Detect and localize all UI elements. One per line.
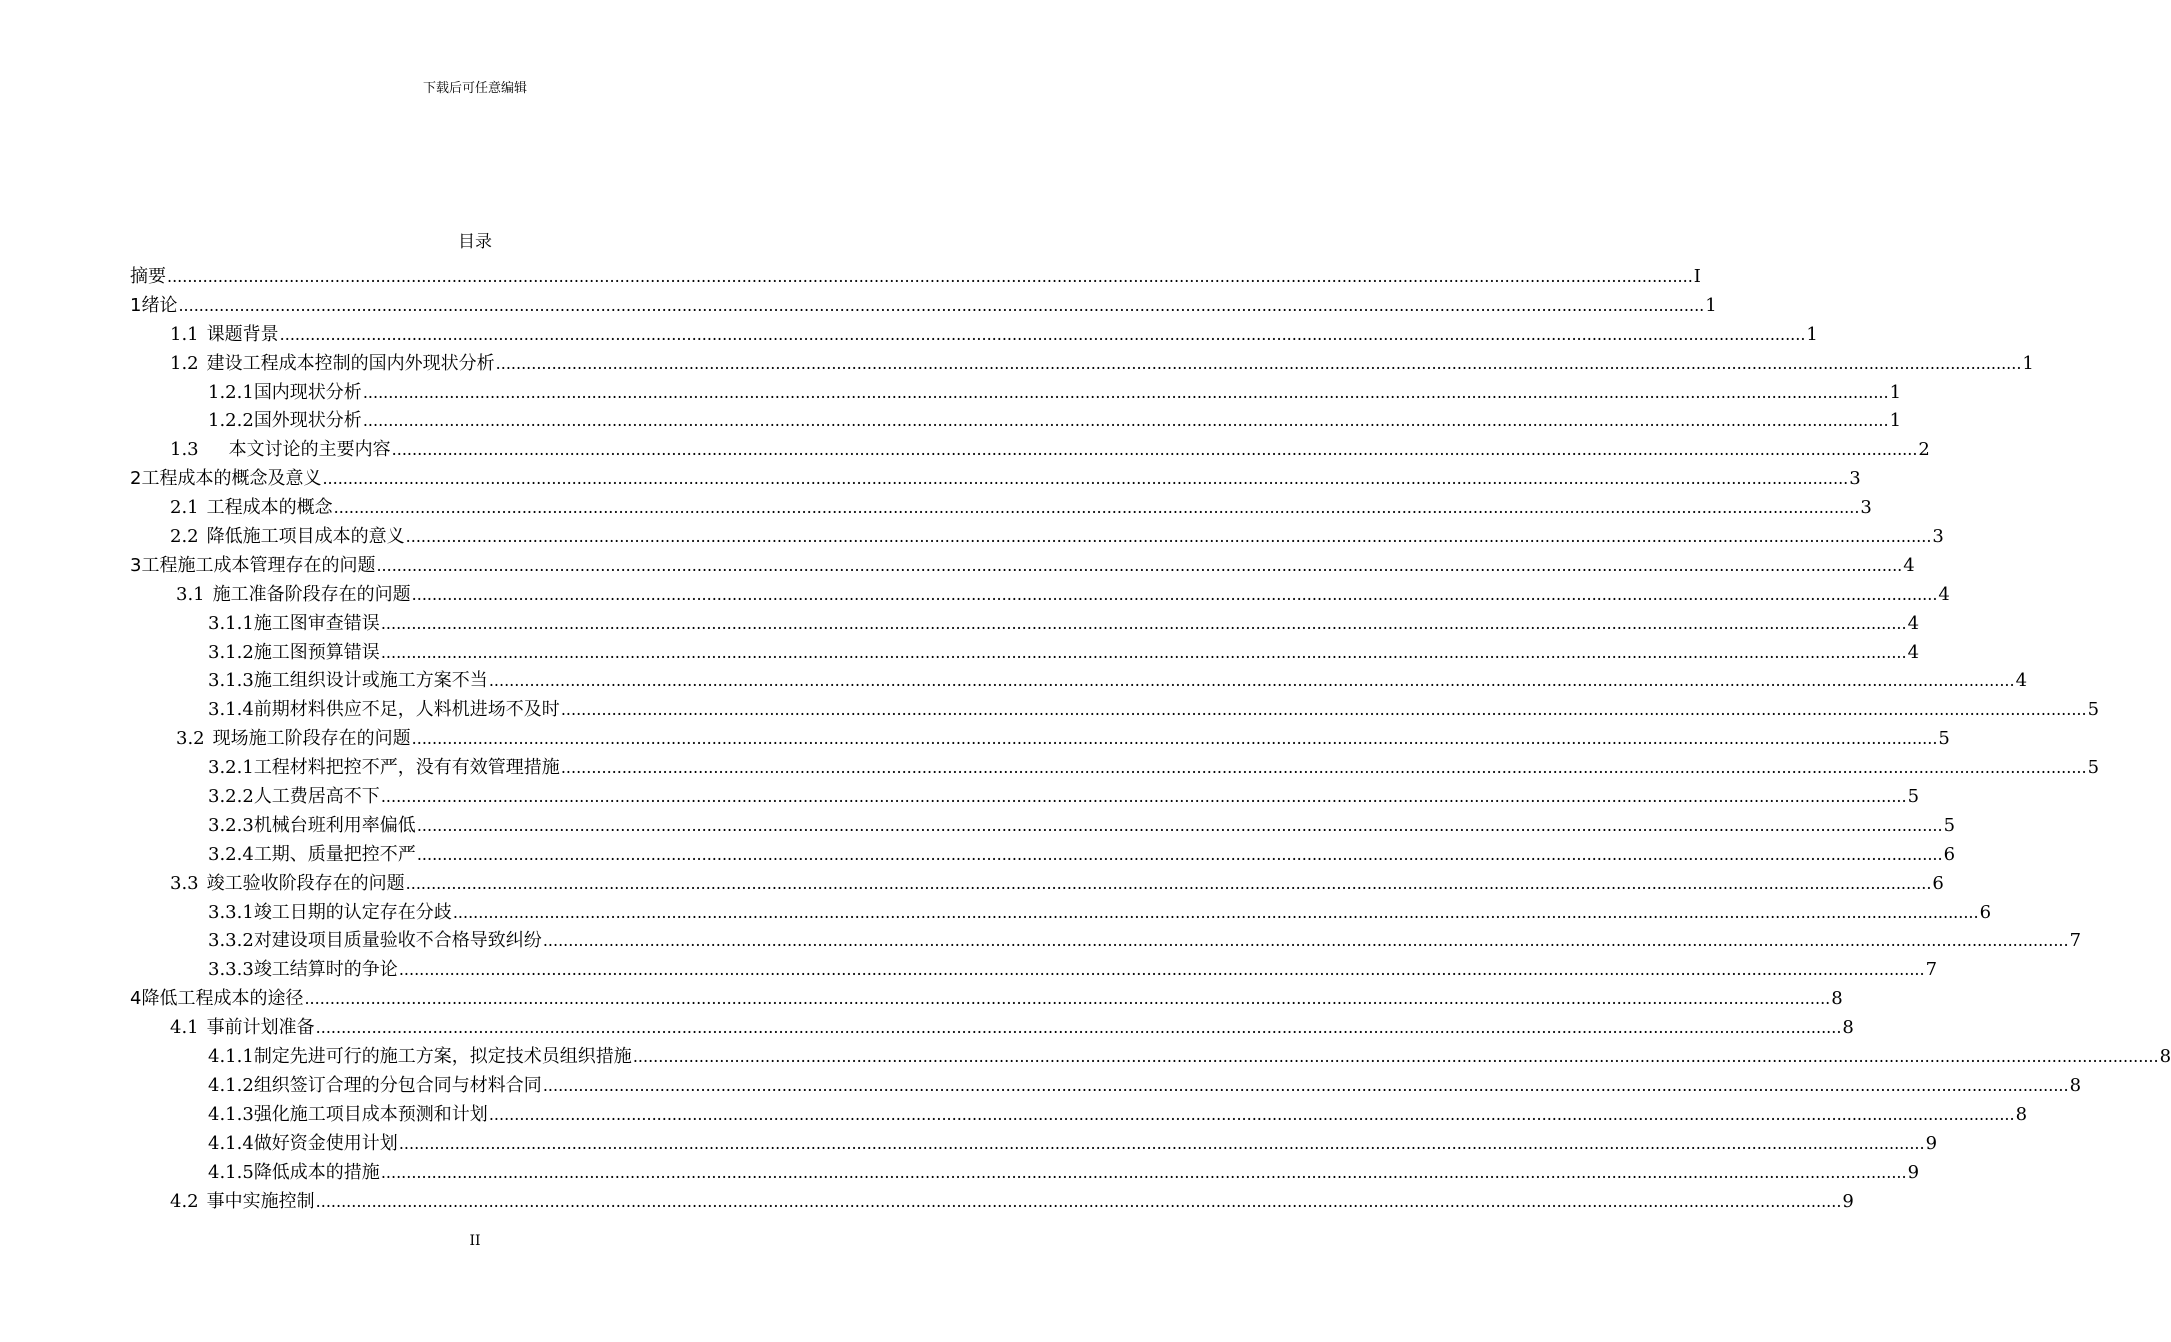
toc-entry[interactable]	[130, 292, 1717, 321]
toc-entry-number: 1.1	[170, 323, 199, 345]
toc-entry-label: 对建设项目质量验收不合格导致纠纷	[253, 930, 542, 952]
toc-entry-page: 6	[1979, 901, 1992, 923]
toc-entry[interactable]	[130, 263, 1701, 292]
toc-entry-number: 1.2.1	[208, 381, 254, 403]
toc-entry[interactable]	[130, 1130, 1938, 1159]
toc-entry-page: 1	[1889, 410, 1902, 432]
toc-entry-page: I	[1693, 266, 1701, 287]
toc-leader-dots: ............................................................................................................................................................................................................................................................................................................	[380, 787, 1907, 807]
toc-entry-page: 4	[2015, 670, 2028, 692]
toc-entry-page: 5	[2087, 699, 2100, 721]
toc-leader-dots: ............................................................................................................................................................................................................................................................................................................	[362, 382, 1889, 402]
toc-entry-label: 做好资金使用计划	[253, 1132, 398, 1154]
toc-entry-page: 8	[2069, 1074, 2082, 1096]
toc-entry-label: 强化施工项目成本预测和计划	[253, 1103, 488, 1125]
toc-entry[interactable]	[130, 552, 1915, 581]
toc-entry-page: 9	[1925, 1132, 1938, 1154]
toc-entry[interactable]	[130, 841, 1956, 870]
toc-leader-dots: ............................................................................................................................................................................................................................................................................................................	[405, 527, 1932, 547]
toc-entry-number: 4.2	[170, 1190, 199, 1212]
toc-entry-number: 3.2.1	[208, 757, 254, 779]
toc-entry-page: 1	[2022, 352, 2034, 374]
toc-entry[interactable]	[130, 610, 1920, 639]
toc-entry-page: 5	[2087, 757, 2100, 779]
toc-entry-page: 3	[1849, 468, 1861, 490]
toc-entry-number: 3.3	[170, 872, 199, 894]
toc-entry-number: 3.3.2	[208, 930, 254, 952]
toc-entry-number: 4.1.2	[208, 1074, 254, 1096]
toc-entry-label: 课题背景	[206, 323, 279, 345]
toc-entry-label: 机械台班利用率偏低	[253, 814, 416, 836]
toc-entry-label: 事中实施控制	[206, 1190, 315, 1212]
toc-leader-dots: ............................................................................................................................................................................................................................................................................................................	[488, 671, 2015, 691]
toc-entry-number: 4.1.3	[208, 1103, 254, 1125]
toc-entry-label: 事前计划准备	[206, 1017, 315, 1039]
toc-entry[interactable]	[130, 639, 1920, 668]
toc-entry-number: 1	[130, 294, 142, 316]
toc-leader-dots: ............................................................................................................................................................................................................................................................................................................	[560, 758, 2087, 778]
toc-entry[interactable]	[130, 379, 1902, 408]
toc-entry-page: 7	[2069, 930, 2082, 952]
toc-entry-number: 1.2	[170, 352, 199, 374]
toc-leader-dots: ............................................................................................................................................................................................................................................................................................................	[304, 989, 1831, 1009]
toc-entry[interactable]	[130, 407, 1902, 436]
toc-entry-number: 3.2	[176, 728, 205, 750]
toc-entry-number: 3.1	[176, 583, 205, 605]
toc-entry-number: 4.1.1	[208, 1046, 254, 1068]
toc-entry-label: 现场施工阶段存在的问题	[212, 728, 411, 750]
toc-entry-number: 3.1.2	[208, 641, 254, 663]
toc-entry-page: 4	[1903, 554, 1915, 576]
toc-leader-dots: ............................................................................................................................................................................................................................................................................................................	[380, 613, 1907, 633]
toc-entry-number: 4	[130, 988, 142, 1010]
toc-entry-label: 人工费居高不下	[253, 786, 380, 808]
toc-entry[interactable]	[130, 812, 1956, 841]
toc-leader-dots: ............................................................................................................................................................................................................................................................................................................	[416, 815, 1943, 835]
toc-entry-label: 工期、质量把控不严	[253, 843, 416, 865]
toc-leader-dots: ............................................................................................................................................................................................................................................................................................................	[452, 902, 1979, 922]
toc-entry[interactable]	[130, 754, 2100, 783]
toc-entry-label: 工程成本的概念及意义	[141, 468, 322, 490]
toc-leader-dots: ............................................................................................................................................................................................................................................................................................................	[279, 324, 1806, 344]
toc-entry-label: 建设工程成本控制的国内外现状分析	[206, 352, 495, 374]
toc-entry[interactable]	[130, 350, 2034, 379]
toc-entry-page: 9	[1842, 1190, 1854, 1212]
toc-leader-dots: ............................................................................................................................................................................................................................................................................................................	[322, 469, 1849, 489]
toc-entry-label: 施工图预算错误	[253, 641, 380, 663]
toc-entry-page: 6	[1932, 872, 1944, 894]
toc-entry-label: 施工图审查错误	[253, 612, 380, 634]
toc-leader-dots: ............................................................................................................................................................................................................................................................................................................	[405, 873, 1932, 893]
toc-entry[interactable]	[130, 870, 1944, 899]
toc-leader-dots: ............................................................................................................................................................................................................................................................................................................	[315, 1191, 1842, 1211]
toc-entry-page: 2	[1918, 439, 1930, 461]
toc-leader-dots: ............................................................................................................................................................................................................................................................................................................	[380, 642, 1907, 662]
toc-leader-dots: ............................................................................................................................................................................................................................................................................................................	[542, 931, 2069, 951]
toc-entry-label: 制定先进可行的施工方案，拟定技术员组织措施	[253, 1046, 632, 1068]
toc-entry-page: 1	[1806, 323, 1818, 345]
toc-entry-page: 1	[1705, 294, 1717, 316]
toc-leader-dots: ............................................................................................................................................................................................................................................................................................................	[167, 267, 1693, 286]
toc-entry[interactable]	[130, 1072, 2082, 1101]
toc-entry-number: 3.3.3	[208, 959, 254, 981]
toc-entry[interactable]	[130, 1101, 2028, 1130]
toc-entry[interactable]	[130, 783, 1920, 812]
toc-entry-number: 1.2.2	[208, 410, 254, 432]
toc-entry-page: 9	[1907, 1161, 1920, 1183]
toc-entry-label: 工程施工成本管理存在的问题	[141, 554, 376, 576]
toc-entry-page: 8	[2159, 1046, 2171, 1068]
toc-entry-label: 国外现状分析	[253, 410, 362, 432]
toc-entry-page: 5	[1943, 814, 1956, 836]
toc-leader-dots: ............................................................................................................................................................................................................................................................................................................	[488, 1104, 2015, 1124]
toc-entry-number: 3.2.2	[208, 786, 254, 808]
toc-entry-label: 摘要	[130, 266, 166, 287]
toc-entry[interactable]	[130, 523, 1944, 552]
toc-entry-label: 竣工日期的认定存在分歧	[253, 901, 452, 923]
toc-entry[interactable]	[130, 725, 1950, 754]
toc-entry-label: 施工组织设计或施工方案不当	[253, 670, 488, 692]
toc-entry-page: 5	[1938, 728, 1950, 750]
toc-entry[interactable]	[130, 1043, 2171, 1072]
toc-entry-number: 2.1	[170, 497, 199, 519]
toc-leader-dots: ............................................................................................................................................................................................................................................................................................................	[398, 960, 1925, 980]
toc-entry-label: 国内现状分析	[253, 381, 362, 403]
toc-entry-number: 4.1	[170, 1017, 199, 1039]
toc-entry[interactable]	[130, 321, 1818, 350]
toc-leader-dots: ............................................................................................................................................................................................................................................................................................................	[495, 353, 2022, 373]
toc-entry-page: 8	[1831, 988, 1843, 1010]
toc-leader-dots: ............................................................................................................................................................................................................................................................................................................	[376, 555, 1903, 575]
toc-entry-label: 竣工验收阶段存在的问题	[206, 872, 405, 894]
toc-entry-page: 6	[1943, 843, 1956, 865]
toc-entry-page: 7	[1925, 959, 1938, 981]
toc-entry-number: 3.1.4	[208, 699, 254, 721]
toc-entry[interactable]	[130, 494, 1872, 523]
toc-entry-number: 2	[130, 468, 142, 490]
toc-entry-label: 本文讨论的主要内容	[228, 439, 391, 461]
toc-leader-dots: ............................................................................................................................................................................................................................................................................................................	[416, 844, 1943, 864]
toc-entry[interactable]	[130, 927, 2082, 956]
toc-entry[interactable]	[130, 956, 1938, 985]
toc-entry[interactable]	[130, 465, 1861, 494]
toc-title: 目录	[458, 232, 492, 252]
toc-leader-dots: ............................................................................................................................................................................................................................................................................................................	[411, 584, 1938, 604]
toc-entry-label: 工程成本的概念	[206, 497, 333, 519]
toc-entry-number: 2.2	[170, 526, 199, 548]
toc-entry[interactable]	[130, 985, 1843, 1014]
toc-entry-number: 1.3	[170, 439, 199, 461]
toc-entry-label: 工程材料把控不严，没有有效管理措施	[253, 757, 560, 779]
toc-entry-label: 降低成本的措施	[253, 1161, 380, 1183]
toc-entry-page: 3	[1932, 526, 1944, 548]
toc-leader-dots: ............................................................................................................................................................................................................................................................................................................	[315, 1018, 1842, 1038]
toc-entry-label: 绪论	[141, 294, 178, 316]
toc-entry-page: 4	[1938, 583, 1950, 605]
toc-entry[interactable]	[130, 1188, 1854, 1217]
toc-entry-number: 4.1.5	[208, 1161, 254, 1183]
toc-leader-dots: ............................................................................................................................................................................................................................................................................................................	[380, 1162, 1907, 1182]
toc-leader-dots: ............................................................................................................................................................................................................................................................................................................	[178, 295, 1705, 315]
toc-entry-label: 组织签订合理的分包合同与材料合同	[253, 1074, 542, 1096]
toc-entry-page: 3	[1860, 497, 1872, 519]
toc-entry-number: 3.1.1	[208, 612, 254, 634]
table-of-contents	[130, 263, 2171, 1216]
toc-entry-label: 前期材料供应不足，人料机进场不及时	[253, 699, 560, 721]
toc-entry-number: 3.2.4	[208, 843, 254, 865]
toc-entry[interactable]	[130, 1159, 1920, 1188]
toc-leader-dots: ............................................................................................................................................................................................................................................................................................................	[542, 1075, 2069, 1095]
toc-leader-dots: ............................................................................................................................................................................................................................................................................................................	[632, 1047, 2159, 1067]
toc-entry-label: 施工准备阶段存在的问题	[212, 583, 411, 605]
toc-entry-number: 3	[130, 554, 142, 576]
toc-leader-dots: ............................................................................................................................................................................................................................................................................................................	[333, 498, 1860, 518]
toc-entry[interactable]	[130, 1014, 1854, 1043]
toc-entry-number: 4.1.4	[208, 1132, 254, 1154]
toc-entry[interactable]	[130, 667, 2028, 696]
page-header: 下载后可任意编辑	[422, 81, 527, 96]
toc-entry-number: 3.2.3	[208, 814, 254, 836]
toc-entry-label: 降低工程成本的途径	[141, 988, 304, 1010]
toc-leader-dots: ............................................................................................................................................................................................................................................................................................................	[362, 411, 1889, 431]
toc-entry[interactable]	[130, 696, 2100, 725]
toc-entry[interactable]	[130, 899, 1992, 928]
toc-entry-page: 8	[1842, 1017, 1854, 1039]
toc-entry-page: 4	[1907, 641, 1920, 663]
toc-entry-label: 竣工结算时的争论	[253, 959, 398, 981]
toc-leader-dots: ............................................................................................................................................................................................................................................................................................................	[560, 700, 2087, 720]
toc-leader-dots: ............................................................................................................................................................................................................................................................................................................	[398, 1133, 1925, 1153]
toc-entry-page: 4	[1907, 612, 1920, 634]
toc-entry[interactable]	[130, 581, 1950, 610]
toc-entry-number: 3.1.3	[208, 670, 254, 692]
toc-entry-number: 3.3.1	[208, 901, 254, 923]
toc-leader-dots: ............................................................................................................................................................................................................................................................................................................	[411, 729, 1938, 749]
toc-entry-label: 降低施工项目成本的意义	[206, 526, 405, 548]
toc-entry-page: 5	[1907, 786, 1920, 808]
toc-leader-dots: ............................................................................................................................................................................................................................................................................................................	[391, 440, 1918, 460]
toc-entry-page: 1	[1889, 381, 1902, 403]
toc-entry-page: 8	[2015, 1103, 2028, 1125]
toc-entry[interactable]	[130, 436, 1930, 465]
page-number: II	[469, 1233, 481, 1249]
